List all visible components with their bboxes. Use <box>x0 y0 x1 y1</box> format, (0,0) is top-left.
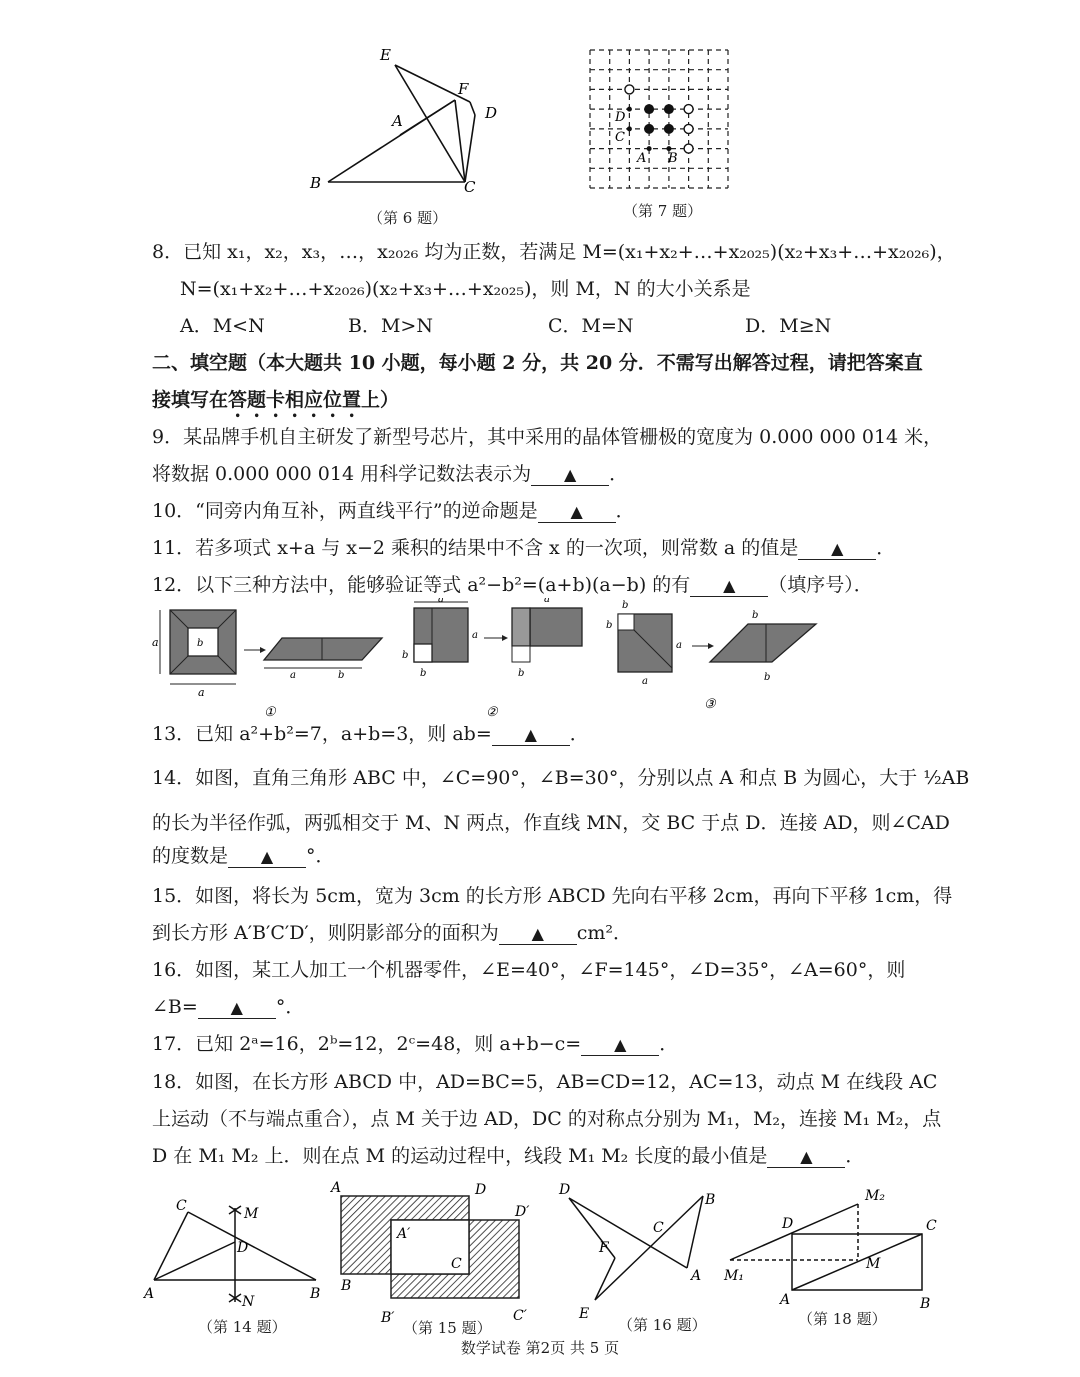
caption-q14: （第 14 题） <box>198 1318 287 1336</box>
q12: 12．以下三种方法中，能够验证等式 a²−b²=(a+b)(a−b) 的有 ▲ （填序号）． <box>152 574 873 596</box>
q8-line1: 8．已知 x₁，x₂，x₃，…，x₂₀₂₆ 均为正数，若满足 M=(x₁+x₂+…+x₂₀₂₅)(x₂+x₃+…+x₂₀₂₆)， <box>152 241 956 263</box>
q14-line2: 的长为半径作弧，两弧相交于 M、N 两点，作直线 MN，交 BC 于点 D．连接 AD，则∠CAD <box>152 812 950 834</box>
figure-q14 <box>140 1190 340 1320</box>
label-B: B <box>668 151 678 166</box>
q15-line2: 到长方形 A′B′C′D′，则阴影部分的面积为 ▲ cm²． <box>152 922 633 944</box>
caption-q18: （第 18 题） <box>798 1310 887 1328</box>
q16-line2: ∠B= ▲ °． <box>152 996 305 1018</box>
svg-text:N: N <box>242 1294 255 1310</box>
svg-text:A′: A′ <box>397 1226 411 1242</box>
q8-option-c: C．M=N <box>548 315 634 337</box>
svg-text:M₂: M₂ <box>865 1188 885 1204</box>
svg-text:③: ③ <box>704 697 716 712</box>
svg-text:A: A <box>331 1180 342 1196</box>
svg-text:B: B <box>341 1278 352 1294</box>
q16-line1: 16．如图，某工人加工一个机器零件，∠E=40°，∠F=145°，∠D=35°，∠A=60°，则 <box>152 959 906 981</box>
svg-text:a: a <box>676 640 682 651</box>
svg-text:C: C <box>451 1256 462 1272</box>
answer-blank[interactable]: ▲ <box>581 1035 659 1056</box>
q9-line2: 将数据 0.000 000 014 用科学记数法表示为 ▲ ． <box>152 463 629 485</box>
q8-option-a: A．M<N <box>180 315 265 337</box>
svg-text:①: ① <box>264 705 276 718</box>
caption-q15: （第 15 题） <box>403 1319 492 1337</box>
answer-blank[interactable]: ▲ <box>492 725 570 746</box>
q8-option-d: D．M≥N <box>745 315 832 337</box>
q13: 13．已知 a²+b²=7，a+b=3，则 ab= ▲ ． <box>152 723 589 745</box>
q11: 11．若多项式 x+a 与 x−2 乘积的结果中不含 x 的一次项，则常数 a 的值是 ▲ ． <box>152 537 896 559</box>
q18-line3: D 在 M₁ M₂ 上．则在点 M 的运动过程中，线段 M₁ M₂ 长度的最小值是 ▲ ． <box>152 1145 865 1167</box>
q15-line1: 15．如图，将长为 5cm，宽为 3cm 的长方形 ABCD 先向右平移 2cm，再向下平移 1cm，得 <box>152 885 953 907</box>
svg-text:D: D <box>559 1182 571 1198</box>
figure-q12 <box>152 598 832 718</box>
svg-text:b: b <box>764 672 771 683</box>
answer-blank[interactable]: ▲ <box>531 465 609 486</box>
q14-line3: 的度数是 ▲ °． <box>152 845 335 867</box>
q9-line1: 9．某品牌手机自主研发了新型号芯片，其中采用的晶体管栅极的宽度为 0.000 000 014 米， <box>152 426 943 448</box>
svg-text:M: M <box>244 1206 259 1222</box>
svg-text:D: D <box>782 1216 794 1232</box>
svg-text:D: D <box>475 1182 487 1198</box>
q8-line2: N=(x₁+x₂+…+x₂₀₂₆)(x₂+x₃+…+x₂₀₂₅)，则 M，N 的大小关系是 <box>180 278 751 300</box>
caption-q16: （第 16 题） <box>618 1316 707 1334</box>
svg-text:a: a <box>642 676 648 687</box>
caption-q6: （第 6 题） <box>368 209 448 227</box>
svg-text:B: B <box>920 1296 931 1312</box>
svg-text:C′: C′ <box>513 1308 527 1323</box>
svg-text:B: B <box>705 1192 716 1208</box>
figure-q16 <box>555 1178 730 1318</box>
svg-text:②: ② <box>486 705 498 718</box>
section2-heading-line2: 接填写在答题卡相应位置上） <box>152 389 400 411</box>
label-C: C <box>464 178 476 196</box>
svg-text:a: a <box>198 686 205 699</box>
svg-text:b: b <box>518 668 525 679</box>
label-D: D <box>615 110 626 125</box>
svg-text:M: M <box>866 1256 881 1272</box>
svg-text:C: C <box>176 1198 187 1214</box>
q14-line1: 14．如图，直角三角形 ABC 中，∠C=90°，∠B=30°，分别以点 A 和点 B 为圆心，大于 ½AB <box>152 767 970 789</box>
svg-text:b: b <box>622 600 629 611</box>
figure-q18 <box>720 1182 945 1312</box>
label-C: C <box>615 130 625 145</box>
answer-blank[interactable]: ▲ <box>499 924 577 945</box>
svg-text:b: b <box>606 620 613 631</box>
svg-text:D′: D′ <box>515 1204 530 1220</box>
label-D: D <box>485 104 498 122</box>
answer-blank[interactable]: ▲ <box>798 539 876 560</box>
svg-text:A: A <box>780 1292 791 1308</box>
svg-text:C: C <box>653 1220 664 1236</box>
q17: 17．已知 2ᵃ=16，2ᵇ=12，2ᶜ=48，则 a+b−c= ▲ ． <box>152 1033 679 1055</box>
svg-text:M₁: M₁ <box>724 1268 744 1284</box>
section2-heading: 二、填空题（本大题共 10 小题，每小题 2 分，共 20 分．不需写出解答过程，请把答案直 <box>152 352 923 374</box>
svg-text:B′: B′ <box>381 1310 395 1323</box>
svg-text:D: D <box>237 1240 249 1256</box>
label-E: E <box>380 46 391 64</box>
svg-text:E: E <box>579 1306 590 1318</box>
svg-text:C: C <box>926 1218 937 1234</box>
answer-blank[interactable]: ▲ <box>690 576 768 597</box>
svg-text:b: b <box>752 610 759 621</box>
svg-text:a: a <box>152 636 159 649</box>
figure-q15 <box>325 1178 540 1323</box>
label-A: A <box>637 151 647 166</box>
svg-text:b: b <box>197 638 204 649</box>
q18-line1: 18．如图，在长方形 ABCD 中，AD=BC=5，AB=CD=12，AC=13，动点 M 在线段 AC <box>152 1071 938 1093</box>
answer-blank[interactable]: ▲ <box>767 1147 845 1168</box>
label-B: B <box>310 174 322 192</box>
svg-text:a: a <box>438 598 444 605</box>
svg-text:a: a <box>544 598 550 605</box>
caption-q7: （第 7 题） <box>623 202 703 220</box>
svg-text:a: a <box>472 630 478 641</box>
svg-text:F: F <box>599 1240 609 1256</box>
answer-blank[interactable]: ▲ <box>538 502 616 523</box>
page-footer: 数学试卷 第2页 共 5 页 <box>460 1339 620 1357</box>
svg-text:b: b <box>402 650 409 661</box>
figure-q6 <box>300 40 510 200</box>
label-F: F <box>458 80 469 98</box>
svg-text:b: b <box>420 668 427 679</box>
svg-text:B: B <box>310 1286 321 1302</box>
label-A: A <box>392 112 403 130</box>
svg-text:A: A <box>144 1286 155 1302</box>
svg-text:b: b <box>338 670 345 681</box>
svg-text:A: A <box>691 1268 702 1284</box>
svg-text:a: a <box>290 670 296 681</box>
q8-option-b: B．M>N <box>348 315 433 337</box>
q10: 10．“同旁内角互补，两直线平行”的逆命题是 ▲ ． <box>152 500 635 522</box>
answer-blank[interactable]: ▲ <box>228 847 306 868</box>
answer-blank[interactable]: ▲ <box>198 998 276 1019</box>
q18-line2: 上运动（不与端点重合），点 M 关于边 AD，DC 的对称点分别为 M₁，M₂，连接 M₁ M₂，点 <box>152 1108 942 1130</box>
figure-q7 <box>585 45 735 195</box>
